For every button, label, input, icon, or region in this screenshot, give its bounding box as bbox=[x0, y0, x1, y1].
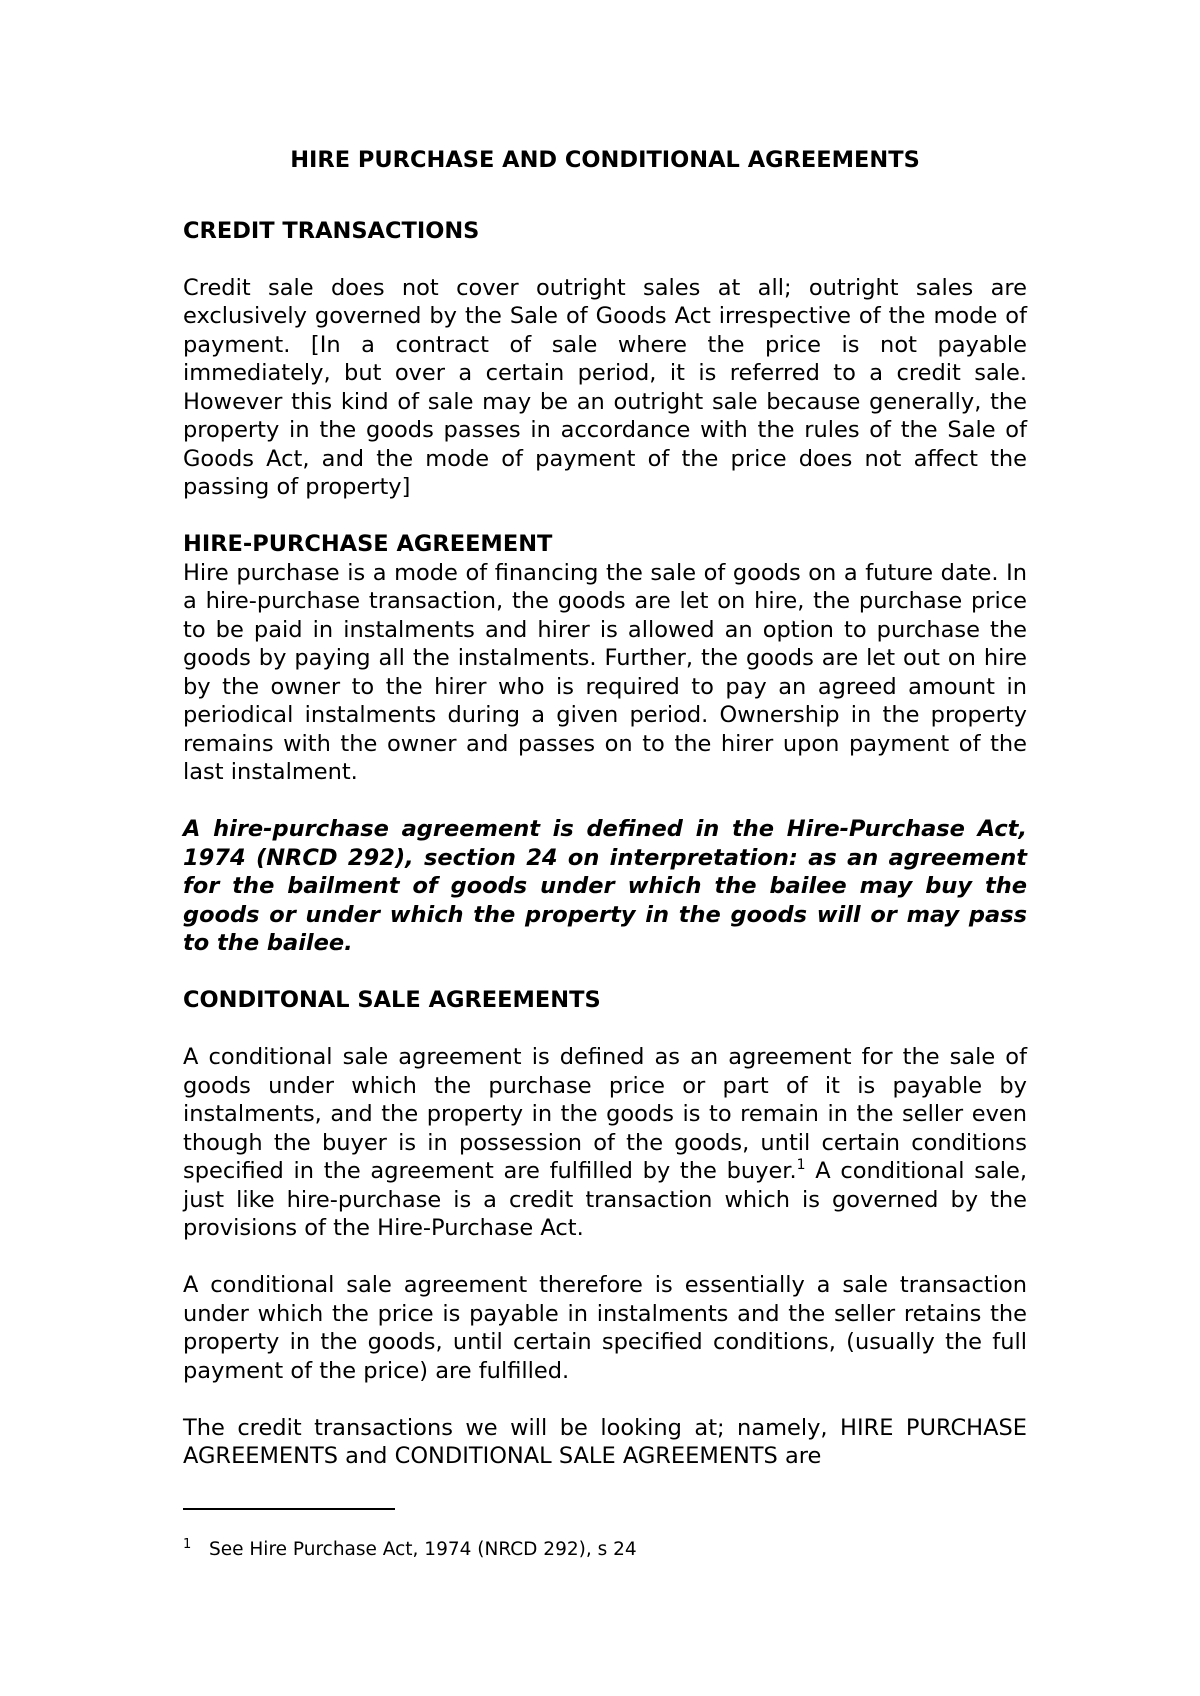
heading-conditional-sale-agreements: CONDITONAL SALE AGREEMENTS bbox=[183, 987, 601, 1013]
paragraph-conditional-sale-essence: A conditional sale agreement therefore is essentially a sale transaction under which the price is payable in instalments and the seller retains the property in the goods, until certain specified conditions, (usually the full payment of the price) are fulfilled. bbox=[183, 1272, 1027, 1384]
paragraph-hire-purchase: Hire purchase is a mode of financing the sale of goods on a future date. In a hire-purchase transaction, the goods are let on hire, the purchase price to be paid in instalments and hirer is allowed an option to purchase the goods by paying all the instalments. Further, the goods are let out on hire by the owner to the hirer who is required to pay an agreed amount in periodical instalments during a given period. Ownership in the property remains with the owner and passes on to the hirer upon payment of the last instalment. bbox=[183, 559, 1027, 785]
footnote-text: See Hire Purchase Act, 1974 (NRCD 292), s 24 bbox=[209, 1539, 637, 1560]
paragraph-conditional-sale-text-2: A conditional sale, just like hire-purchase is a credit transaction which is governed by the provisions of the Hire-Purchase Act. bbox=[183, 1158, 1027, 1241]
paragraph-credit-transactions-overview: The credit transactions we will be looking at; namely, HIRE PURCHASE AGREEMENTS and CONDITIONAL SALE AGREEMENTS are bbox=[183, 1414, 1027, 1469]
paragraph-credit-sale: Credit sale does not cover outright sales at all; outright sales are exclusively governed by the Sale of Goods Act irrespective of the mode of payment. [In a contract of sale where the price is not payable immediately, but over a certain period, it is referred to a credit sale. However this kind of sale may be an outright sale because generally, the property in the goods passes in accordance with the rules of the Sale of Goods Act, and the mode of payment of the price does not affect the passing of property] bbox=[183, 274, 1027, 500]
footnote: 1 See Hire Purchase Act, 1974 (NRCD 292), s 24 bbox=[183, 1537, 637, 1560]
paragraph-conditional-sale-definition bbox=[183, 1043, 1027, 1243]
heading-hire-purchase-agreement: HIRE-PURCHASE AGREEMENT bbox=[183, 531, 553, 557]
paragraph-conditional-sale-text-1: A conditional sale agreement is defined as an agreement for the sale of goods under which the purchase price or part of it is payable by instalments, and the property in the goods is to remain in the seller even though the buyer is in possession of the goods, until certain conditions specified in the agreement are fulfilled by the buyer. bbox=[183, 1044, 1027, 1184]
footnote-separator bbox=[183, 1508, 395, 1510]
heading-credit-transactions: CREDIT TRANSACTIONS bbox=[183, 217, 480, 244]
footnote-reference: 1 bbox=[796, 1157, 806, 1173]
paragraph-hire-purchase-definition: A hire-purchase agreement is defined in the Hire-Purchase Act, 1974 (NRCD 292), section 24 on interpretation: as an agreement for the bailment of goods under which the bailee may buy the goods or under which the property in the goods will or may pass to the bailee. bbox=[183, 816, 1027, 956]
document-title: HIRE PURCHASE AND CONDITIONAL AGREEMENTS bbox=[290, 147, 920, 173]
document-body bbox=[183, 146, 1027, 1471]
